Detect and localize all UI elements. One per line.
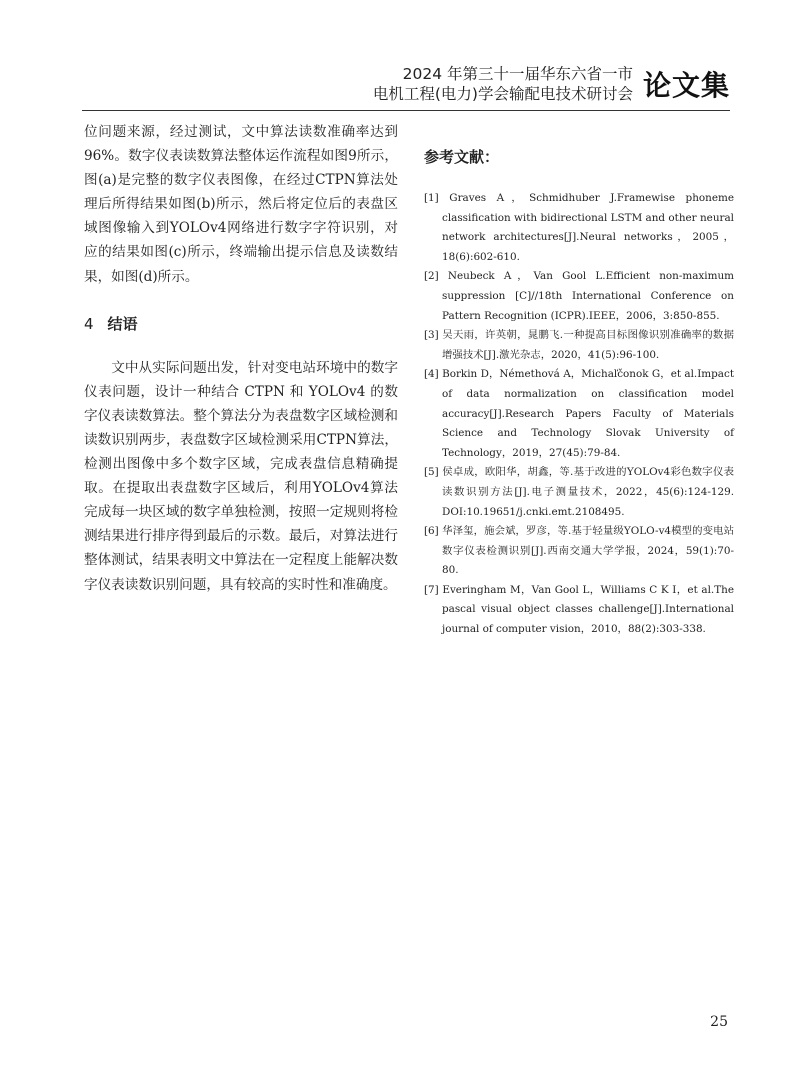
section-heading	[84, 313, 398, 334]
body-paragraph-continued: 位问题来源，经过测试，文中算法读数准确率达到96%。数字仪表读数算法整体运作流程如图9所示，图(a)是完整的数字仪表图像，在经过CTPN算法处理后所得结果如图(b)所示，然后将定位后的表盘区域图像输入到YOLOv4网络进行数字字符识别，对应的结果如图(c)所示，终端输出提示信息及读数结果，如图(d)所示。	[84, 124, 398, 285]
section-title: 结语	[107, 314, 138, 333]
reference-item: [6] 华泽玺，施会斌，罗彦，等.基于轻量级YOLO-v4模型的变电站数字仪表检测识别[J].西南交通大学学报，2024，59(1):70-80.	[424, 525, 734, 577]
header-divider	[82, 110, 730, 111]
conclusion-paragraph: 文中从实际问题出发，针对变电站环境中的数字仪表问题，设计一种结合 CTPN 和 YOLOv4 的数字仪表读数算法。整个算法分为表盘数字区域检测和读数识别两步，表盘数字区域检测采用CTPN算法，检测出图像中多个数字区域，完成表盘信息精确提取。在提取出表盘数字区域后，利用YOLOv4算法完成每一块区域的数字单独检测，按照一定规则将检测结果进行排序得到最后的示数。最后，对算法进行整体测试，结果表明文中算法在一定程度上能解决数字仪表读数识别问题，具有较高的实时性和准确度。	[84, 359, 398, 593]
header-text	[373, 64, 633, 104]
references-heading: 参考文献：	[424, 148, 500, 166]
reference-item: [2] Neubeck A，Van Gool L.Efficient non-maximum suppression [C]//18th International Conference on Pattern Recognition (ICPR).IEEE，2006，3:850-855.	[424, 270, 734, 322]
reference-item: [1] Graves A，Schmidhuber J.Framewise phoneme classification with bidirectional LSTM and other neural network architectures[J].Neural networks，2005，18(6):602-610.	[424, 192, 734, 263]
header-line-2: 电机工程(电力)学会输配电技术研讨会	[372, 85, 633, 103]
header-line-1: 2024 年第三十一届华东六省一市	[402, 65, 633, 83]
reference-item: [4] Borkin D，Némethová A，Michaľčonok G，et al.Impact of data normalization on classification model accuracy[J].Research Papers Faculty of Materials Science and Technology Slovak University of Technology，2019，27(45):79-84.	[424, 368, 734, 459]
right-column	[424, 120, 734, 640]
page-number: 25	[710, 1014, 728, 1030]
left-column	[84, 120, 398, 597]
header-proceedings-title: 论文集	[642, 69, 730, 102]
reference-item: [7] Everingham M，Van Gool L，Williams C K I，et al.The pascal visual object classes challenge[J].International journal of computer vision，2010，88(2):303-338.	[424, 583, 734, 636]
reference-item: [5] 侯卓成，欧阳华，胡鑫，等.基于改进的YOLOv4彩色数字仪表读数识别方法[J].电子测量技术，2022，45(6):124-129. DOI:10.19651/j.cnki.emt.2108495.	[424, 466, 734, 518]
running-header	[373, 64, 730, 104]
reference-item: [3] 吴天雨，许英朝，晁鹏飞.一种提高目标图像识别准确率的数据增强技术[J].激光杂志，2020，41(5):96-100.	[424, 329, 734, 361]
section-number: 4	[84, 314, 94, 333]
